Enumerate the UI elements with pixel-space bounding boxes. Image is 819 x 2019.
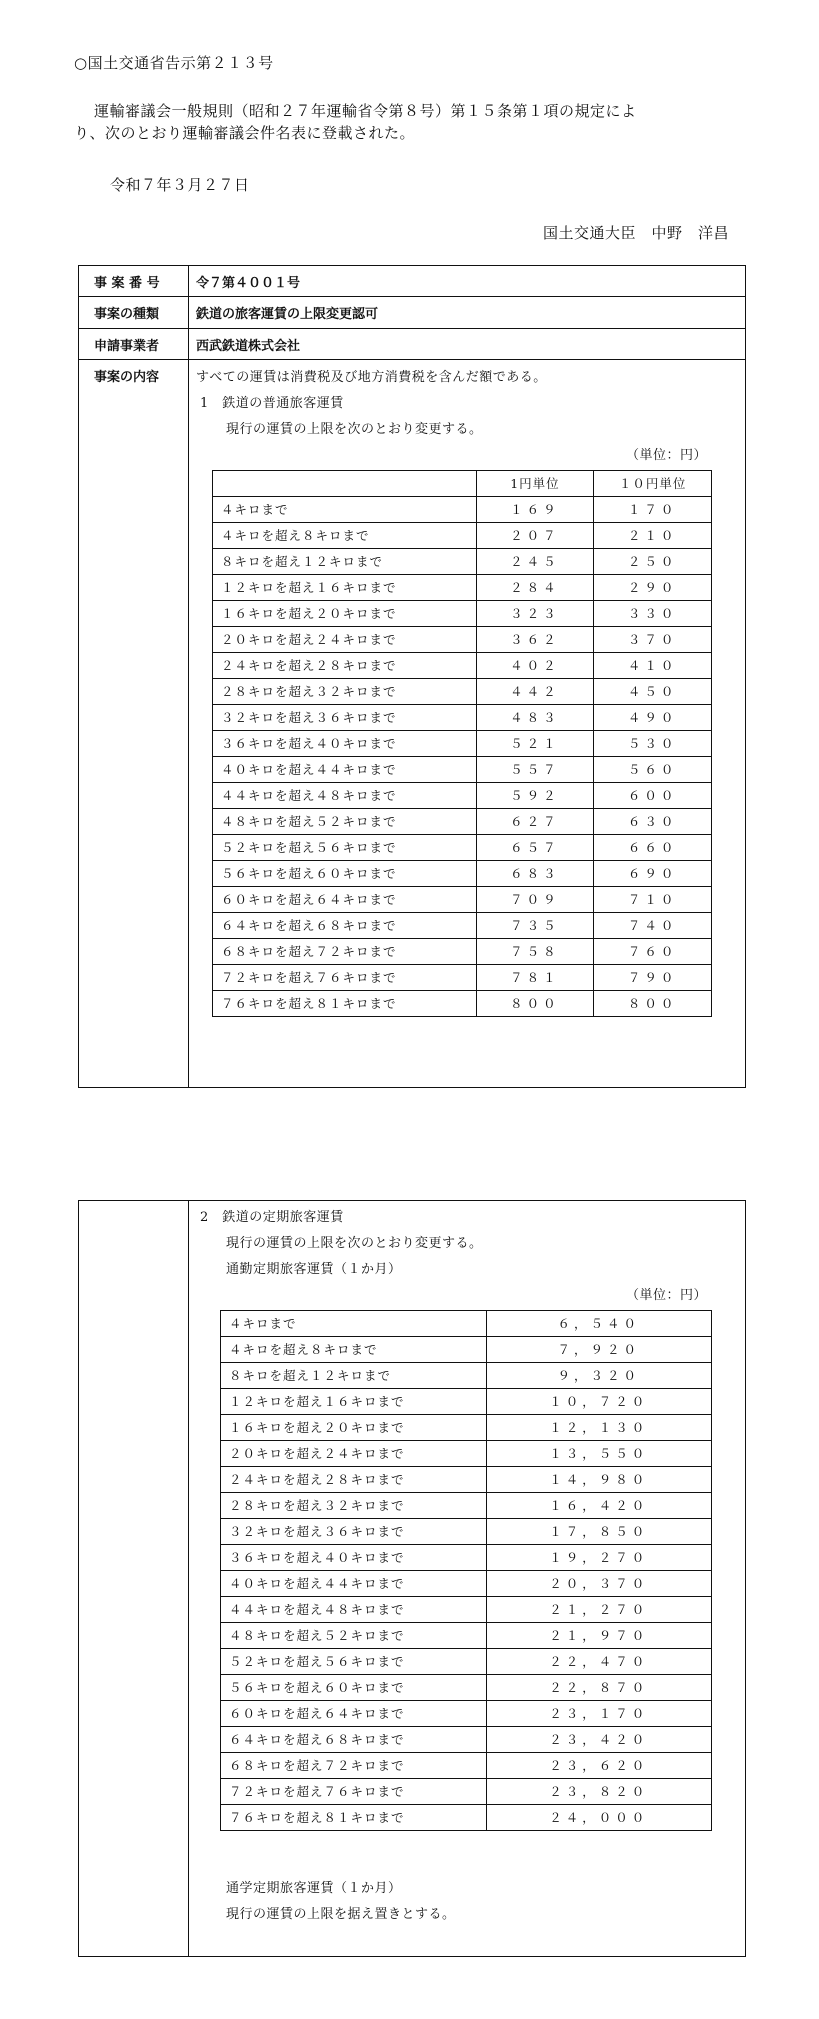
- distance-range-cell: １６キロを超え２０キロまで: [221, 1415, 487, 1441]
- commuter-pass-fare-table: [220, 1310, 712, 1831]
- table-row: [213, 627, 712, 653]
- distance-range-cell: ４０キロを超え４４キロまで: [213, 757, 477, 783]
- distance-range-cell: ４０キロを超え４４キロまで: [221, 1571, 487, 1597]
- fare-10yen-cell: ２５０: [594, 549, 712, 575]
- notice-number: ○国土交通省告示第２１３号: [74, 54, 274, 72]
- table-row: [213, 783, 712, 809]
- fare-10yen-cell: ４９０: [594, 705, 712, 731]
- student-pass-desc: 現行の運賃の上限を据え置きとする。: [226, 1907, 456, 1922]
- table-row: [221, 1519, 712, 1545]
- fare-1yen-cell: ８００: [476, 991, 594, 1017]
- distance-range-cell: ６４キロを超え６８キロまで: [213, 913, 477, 939]
- distance-range-cell: １６キロを超え２０キロまで: [213, 601, 477, 627]
- commuter-fare-cell: ２３，６２０: [486, 1753, 711, 1779]
- distance-range-cell: ６８キロを超え７２キロまで: [213, 939, 477, 965]
- commuter-fare-cell: ２２，８７０: [486, 1675, 711, 1701]
- table-row: [213, 575, 712, 601]
- table-row: [213, 757, 712, 783]
- fare-10yen-cell: ５６０: [594, 757, 712, 783]
- table-row: [213, 939, 712, 965]
- fare-1yen-cell: ７０９: [476, 887, 594, 913]
- distance-range-cell: ２８キロを超え３２キロまで: [221, 1493, 487, 1519]
- fare-1yen-cell: ５２１: [476, 731, 594, 757]
- distance-range-cell: １２キロを超え１６キロまで: [213, 575, 477, 601]
- fare-10yen-cell: ２９０: [594, 575, 712, 601]
- commuter-fare-cell: ２３，４２０: [486, 1727, 711, 1753]
- case-type: 鉄道の旅客運賃の上限変更認可: [196, 307, 379, 322]
- fare-10yen-cell: ７４０: [594, 913, 712, 939]
- fare-1yen-cell: ７５８: [476, 939, 594, 965]
- commuter-fare-cell: ２１，２７０: [486, 1597, 711, 1623]
- section2-heading: 2 鉄道の定期旅客運賃: [200, 1210, 344, 1225]
- table-row: [221, 1467, 712, 1493]
- distance-range-cell: ３６キロを超え４０キロまで: [221, 1545, 487, 1571]
- commuter-fare-cell: ２１，９７０: [486, 1623, 711, 1649]
- fare-10yen-cell: ２１０: [594, 523, 712, 549]
- fare-10yen-cell: ４１０: [594, 653, 712, 679]
- commuter-fare-cell: ７，９２０: [486, 1337, 711, 1363]
- table-row: [221, 1727, 712, 1753]
- table-row: [221, 1441, 712, 1467]
- table-row: [213, 549, 712, 575]
- table-row: [221, 1675, 712, 1701]
- distance-range-cell: ４４キロを超え４８キロまで: [213, 783, 477, 809]
- distance-range-cell: １２キロを超え１６キロまで: [221, 1389, 487, 1415]
- section1-heading: 1 鉄道の普通旅客運賃: [200, 396, 344, 411]
- distance-range-cell: ４キロまで: [213, 497, 477, 523]
- distance-range-cell: ７６キロを超え８１キロまで: [213, 991, 477, 1017]
- table-row: [213, 809, 712, 835]
- ordinary-fare-table: [212, 470, 712, 1017]
- label-case-type: 事案の種類: [94, 307, 160, 322]
- table-row: [213, 861, 712, 887]
- table-header-row: [213, 471, 712, 497]
- distance-range-cell: ４４キロを超え４８キロまで: [221, 1597, 487, 1623]
- case-table-continued-divider: [188, 1200, 189, 1957]
- fare-1yen-cell: ３６２: [476, 627, 594, 653]
- header-1yen-unit: 1円単位: [476, 471, 594, 497]
- applicant: 西武鉄道株式会社: [196, 339, 301, 354]
- label-applicant: 申請事業者: [94, 339, 160, 354]
- distance-range-cell: ６０キロを超え６４キロまで: [221, 1701, 487, 1727]
- distance-range-cell: ４キロを超え８キロまで: [221, 1337, 487, 1363]
- table-row: [213, 731, 712, 757]
- commuter-fare-cell: ２０，３７０: [486, 1571, 711, 1597]
- distance-range-cell: ４８キロを超え５２キロまで: [221, 1623, 487, 1649]
- table-row: [221, 1623, 712, 1649]
- fare-1yen-cell: ２８４: [476, 575, 594, 601]
- table-row: [221, 1753, 712, 1779]
- table-row: [221, 1701, 712, 1727]
- commuter-fare-cell: ２２，４７０: [486, 1649, 711, 1675]
- distance-range-cell: ８キロを超え１２キロまで: [221, 1363, 487, 1389]
- fare-1yen-cell: ２０７: [476, 523, 594, 549]
- distance-range-cell: ２８キロを超え３２キロまで: [213, 679, 477, 705]
- distance-range-cell: ７２キロを超え７６キロまで: [213, 965, 477, 991]
- fare-10yen-cell: ５３０: [594, 731, 712, 757]
- fare-1yen-cell: ６５７: [476, 835, 594, 861]
- distance-range-cell: ５６キロを超え６０キロまで: [213, 861, 477, 887]
- table-row: [213, 523, 712, 549]
- commuter-fare-cell: １９，２７０: [486, 1545, 711, 1571]
- fare-10yen-cell: ８００: [594, 991, 712, 1017]
- notice-body-line1: 運輸審議会一般規則（昭和２７年運輸省令第８号）第１５条第１項の規定によ: [94, 102, 637, 120]
- fare-10yen-cell: ６９０: [594, 861, 712, 887]
- table-row: [221, 1571, 712, 1597]
- table-row: [221, 1545, 712, 1571]
- fare-10yen-cell: ７１０: [594, 887, 712, 913]
- table-row: [221, 1363, 712, 1389]
- notice-date: 令和７年３月２７日: [110, 176, 250, 194]
- commuter-fare-cell: ６，５４０: [486, 1311, 711, 1337]
- table-row: [221, 1389, 712, 1415]
- fare-10yen-cell: ３３０: [594, 601, 712, 627]
- fare-1yen-cell: ５５７: [476, 757, 594, 783]
- label-case-number: 事 案 番 号: [94, 276, 160, 291]
- fare-1yen-cell: ７３５: [476, 913, 594, 939]
- table-row: [213, 653, 712, 679]
- section1-desc: 現行の運賃の上限を次のとおり変更する。: [226, 422, 483, 437]
- fare-1yen-cell: ７８１: [476, 965, 594, 991]
- fare-1yen-cell: ４４２: [476, 679, 594, 705]
- distance-range-cell: ４キロを超え８キロまで: [213, 523, 477, 549]
- distance-range-cell: ４８キロを超え５２キロまで: [213, 809, 477, 835]
- notice-body-line2: り、次のとおり運輸審議会件名表に登載された。: [74, 124, 416, 142]
- table-row: [213, 991, 712, 1017]
- table-row: [213, 679, 712, 705]
- case-table-divider: [188, 265, 189, 1088]
- header-10yen-unit: １０円単位: [594, 471, 712, 497]
- fare-1yen-cell: ３２３: [476, 601, 594, 627]
- label-case-content: 事案の内容: [94, 370, 160, 385]
- fare-1yen-cell: ６２７: [476, 809, 594, 835]
- distance-range-cell: ６４キロを超え６８キロまで: [221, 1727, 487, 1753]
- table-row: [213, 601, 712, 627]
- distance-range-cell: ３６キロを超え４０キロまで: [213, 731, 477, 757]
- fare-10yen-cell: ３７０: [594, 627, 712, 653]
- distance-range-cell: ４キロまで: [221, 1311, 487, 1337]
- distance-range-cell: ２４キロを超え２８キロまで: [221, 1467, 487, 1493]
- commuter-fare-cell: １２，１３０: [486, 1415, 711, 1441]
- distance-range-cell: ６８キロを超え７２キロまで: [221, 1753, 487, 1779]
- table-row: [213, 887, 712, 913]
- distance-range-cell: ５６キロを超え６０キロまで: [221, 1675, 487, 1701]
- header-blank: [213, 471, 477, 497]
- table-row: [221, 1415, 712, 1441]
- table-row: [221, 1311, 712, 1337]
- section2-unit: （単位：円）: [625, 1288, 707, 1303]
- fare-1yen-cell: ２４５: [476, 549, 594, 575]
- distance-range-cell: ７２キロを超え７６キロまで: [221, 1779, 487, 1805]
- table-row: [221, 1779, 712, 1805]
- distance-range-cell: ６０キロを超え６４キロまで: [213, 887, 477, 913]
- fare-1yen-cell: １６９: [476, 497, 594, 523]
- distance-range-cell: ３２キロを超え３６キロまで: [213, 705, 477, 731]
- commuter-fare-cell: ２３，８２０: [486, 1779, 711, 1805]
- distance-range-cell: ３２キロを超え３６キロまで: [221, 1519, 487, 1545]
- fare-1yen-cell: ４０２: [476, 653, 594, 679]
- commuter-fare-cell: ２４，０００: [486, 1805, 711, 1831]
- commuter-pass-heading: 通勤定期旅客運賃（１か月）: [226, 1262, 402, 1277]
- distance-range-cell: ８キロを超え１２キロまで: [213, 549, 477, 575]
- fare-10yen-cell: ６００: [594, 783, 712, 809]
- table-row: [213, 965, 712, 991]
- table-row: [221, 1649, 712, 1675]
- distance-range-cell: ２０キロを超え２４キロまで: [221, 1441, 487, 1467]
- fare-1yen-cell: ４８３: [476, 705, 594, 731]
- fare-10yen-cell: ４５０: [594, 679, 712, 705]
- fare-1yen-cell: ６８３: [476, 861, 594, 887]
- distance-range-cell: ５２キロを超え５６キロまで: [213, 835, 477, 861]
- commuter-fare-cell: １０，７２０: [486, 1389, 711, 1415]
- commuter-fare-cell: １３，５５０: [486, 1441, 711, 1467]
- distance-range-cell: ５２キロを超え５６キロまで: [221, 1649, 487, 1675]
- commuter-fare-cell: １６，４２０: [486, 1493, 711, 1519]
- notice-signature: 国土交通大臣 中野 洋昌: [542, 224, 729, 242]
- section1-unit: （単位：円）: [625, 448, 707, 463]
- fare-10yen-cell: ６６０: [594, 835, 712, 861]
- commuter-fare-cell: １４，９８０: [486, 1467, 711, 1493]
- case-number: 令７第４００１号: [196, 276, 301, 291]
- commuter-fare-cell: ２３，１７０: [486, 1701, 711, 1727]
- section2-desc: 現行の運賃の上限を次のとおり変更する。: [226, 1236, 483, 1251]
- fare-10yen-cell: ６３０: [594, 809, 712, 835]
- distance-range-cell: ２０キロを超え２４キロまで: [213, 627, 477, 653]
- table-row: [213, 913, 712, 939]
- table-row: [221, 1597, 712, 1623]
- student-pass-heading: 通学定期旅客運賃（１か月）: [226, 1881, 402, 1896]
- tax-note: すべての運賃は消費税及び地方消費税を含んだ額である。: [196, 370, 547, 385]
- fare-10yen-cell: ７９０: [594, 965, 712, 991]
- fare-10yen-cell: ７６０: [594, 939, 712, 965]
- fare-1yen-cell: ５９２: [476, 783, 594, 809]
- table-row: [213, 497, 712, 523]
- table-row: [221, 1337, 712, 1363]
- table-row: [213, 835, 712, 861]
- commuter-fare-cell: １７，８５０: [486, 1519, 711, 1545]
- distance-range-cell: ２４キロを超え２８キロまで: [213, 653, 477, 679]
- table-row: [221, 1493, 712, 1519]
- fare-10yen-cell: １７０: [594, 497, 712, 523]
- commuter-fare-cell: ９，３２０: [486, 1363, 711, 1389]
- table-row: [221, 1805, 712, 1831]
- table-row: [213, 705, 712, 731]
- distance-range-cell: ７６キロを超え８１キロまで: [221, 1805, 487, 1831]
